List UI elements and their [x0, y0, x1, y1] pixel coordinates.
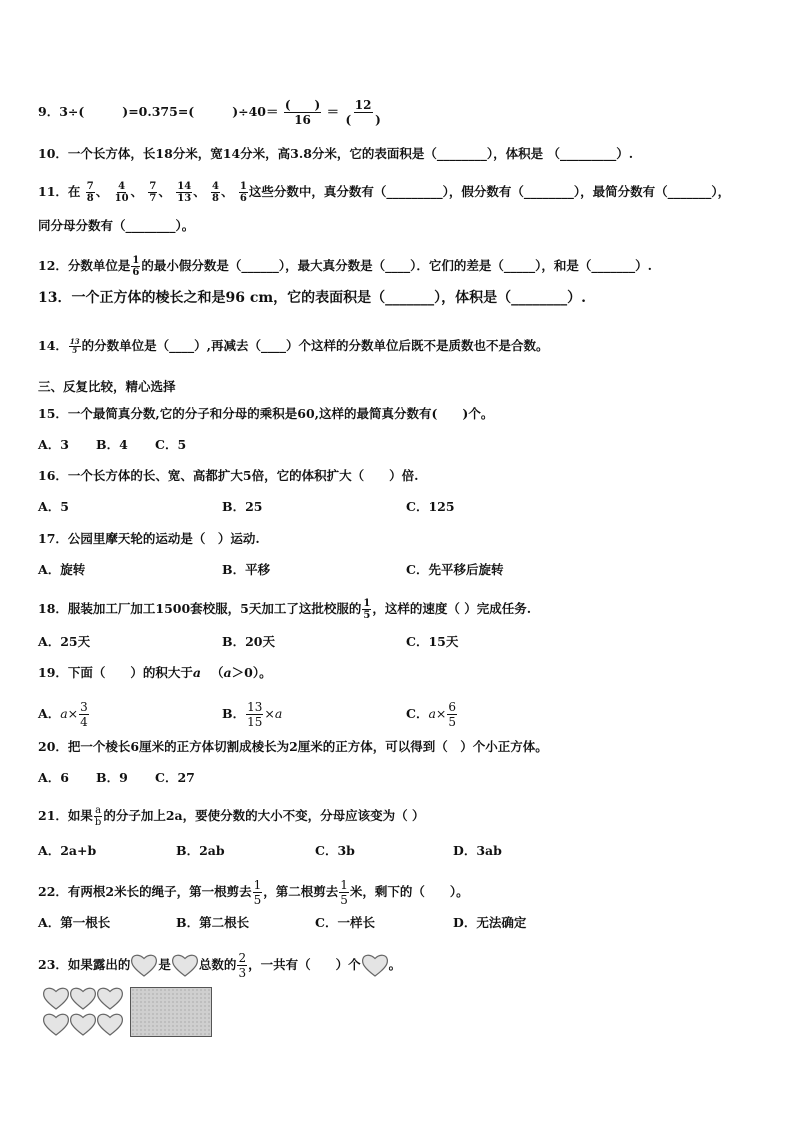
- option-b[interactable]: B． $\frac{13}{15}$ ×a: [222, 700, 283, 729]
- option-b[interactable]: B．20天: [222, 634, 275, 649]
- question-23: 23．如果露出的 是 总数的 $\frac{2}{3}$ ，一共有（ ）个 。: [38, 951, 402, 980]
- question-12: 12．分数单位是 $\frac{1}{6}$ 的最小假分数是（______），最大真分数是（____）．它们的差是（_____），和是（_______）.: [38, 255, 652, 278]
- heart-icon: [69, 986, 97, 1011]
- heart-icon: [42, 986, 70, 1011]
- option-a[interactable]: A．第一根长: [38, 915, 111, 930]
- option-b[interactable]: B．9: [96, 770, 128, 785]
- fraction: $\frac{1}{5}$: [363, 598, 371, 621]
- option-a[interactable]: A．25天: [38, 634, 91, 649]
- option-a[interactable]: A．旋转: [38, 562, 86, 577]
- question-11: 11．在 $\frac{7}{8}$ 、 $\frac{4}{10}$ 、 $\frac{7}{7}$ 、 $\frac{14}{13}$ 、 $\frac{4}{8}$ 、 $\frac{1}{6}$ 这些分数中，真分数有（_________），假分数有（________），最简分数有（_______），: [38, 181, 731, 204]
- option-b[interactable]: B．2ab: [176, 843, 225, 858]
- option-c[interactable]: C．3b: [315, 843, 355, 858]
- question-16: 16．一个长方体的长、宽、高都扩大5倍，它的体积扩大（ ）倍.: [38, 468, 419, 483]
- question-19: 19．下面（ ）的积大于a （a＞0）。: [38, 665, 272, 680]
- option-c[interactable]: C．a× $\frac{6}{5}$: [406, 700, 457, 729]
- option-c[interactable]: C．125: [406, 499, 455, 514]
- fraction: $\frac{1}{6}$: [132, 255, 140, 278]
- fraction: $\frac{1}{5}$: [340, 878, 348, 907]
- option-b[interactable]: B．4: [96, 437, 128, 452]
- option-a[interactable]: A．a× $\frac{3}{4}$: [38, 700, 88, 729]
- fraction: 12 ( ): [345, 98, 381, 127]
- heart-icon: [69, 1012, 97, 1037]
- heart-icon: [96, 1012, 124, 1037]
- question-17: 17．公园里摩天轮的运动是（ ）运动.: [38, 531, 260, 546]
- question-20: 20．把一个棱长6厘米的正方体切割成棱长为2厘米的正方体，可以得到（ ）个小正方体。: [38, 739, 548, 754]
- fraction: $\frac{13}{15}$: [247, 700, 263, 729]
- heart-icon: [96, 986, 124, 1011]
- question-14: 14． $\frac{13}{5}$ 的分数单位是（____）,再减去（____）个这样的分数单位后既不是质数也不是合数。: [38, 337, 549, 355]
- option-c[interactable]: C．5: [155, 437, 187, 452]
- fraction: $\frac{a}{b}$: [94, 805, 102, 828]
- fraction: $\frac{2}{3}$: [238, 951, 247, 980]
- fraction: $\frac{1}{5}$: [253, 878, 262, 907]
- question-21: 21．如果 $\frac{a}{b}$ 的分子加上2a，要使分数的大小不变，分母应该变为（ ）: [38, 805, 425, 828]
- question-13: 13．一个正方体的棱长之和是96 cm，它的表面积是（_______），体积是（________）.: [38, 290, 587, 306]
- question-18: 18．服装加工厂加工1500套校服，5天加工了这批校服的 $\frac{1}{5}$ ，这样的速度（ ）完成任务.: [38, 598, 532, 621]
- cover-box: [130, 987, 212, 1037]
- hearts-figure: [42, 986, 212, 1038]
- question-11-line2: 同分母分数有（________）。: [38, 218, 195, 233]
- fraction: $\frac{7}{7}$: [149, 181, 157, 204]
- option-a[interactable]: A．2a+b: [38, 843, 97, 858]
- option-b[interactable]: B．平移: [222, 562, 271, 577]
- option-c[interactable]: C．一样长: [315, 915, 375, 930]
- option-c[interactable]: C．15天: [406, 634, 459, 649]
- fraction: $\frac{13}{5}$: [69, 337, 80, 355]
- question-10: 10．一个长方体，长18分米，宽14分米，高3.8分米，它的表面积是（________），体积是 （_________）.: [38, 146, 634, 161]
- fraction: $\frac{4}{8}$: [212, 181, 220, 204]
- fraction: $\frac{1}{6}$: [239, 181, 247, 204]
- option-b[interactable]: B．25: [222, 499, 263, 514]
- fraction: $\frac{6}{5}$: [448, 700, 457, 729]
- heart-icon: [361, 953, 389, 978]
- question-22: 22．有两根2米长的绳子，第一根剪去 $\frac{1}{5}$ ，第二根剪去 $\frac{1}{5}$ 米，剩下的（ ）。: [38, 878, 469, 907]
- heart-icon: [42, 1012, 70, 1037]
- question-15: 15．一个最简真分数,它的分子和分母的乘积是60,这样的最简真分数有( )个。: [38, 406, 494, 421]
- option-c[interactable]: C．27: [155, 770, 195, 785]
- fraction: $\frac{7}{8}$: [86, 181, 94, 204]
- fraction: $\frac{3}{4}$: [80, 700, 88, 729]
- option-a[interactable]: A．6: [38, 770, 69, 785]
- option-a[interactable]: A．5: [38, 499, 69, 514]
- heart-icon: [171, 953, 199, 978]
- fraction: ( ) 16: [284, 98, 321, 127]
- section-heading: 三、反复比较，精心选择: [38, 379, 176, 394]
- option-a[interactable]: A．3: [38, 437, 69, 452]
- option-d[interactable]: D．3ab: [453, 843, 502, 858]
- option-b[interactable]: B．第二根长: [176, 915, 250, 930]
- heart-icon: [130, 953, 158, 978]
- question-9: 9．3÷( )=0.375=( )÷40＝ ( ) 16 ＝ 12 ( ): [38, 98, 381, 127]
- fraction: $\frac{14}{13}$: [177, 181, 192, 204]
- option-d[interactable]: D．无法确定: [453, 915, 527, 930]
- option-c[interactable]: C．先平移后旋转: [406, 562, 504, 577]
- fraction: $\frac{4}{10}$: [114, 181, 129, 204]
